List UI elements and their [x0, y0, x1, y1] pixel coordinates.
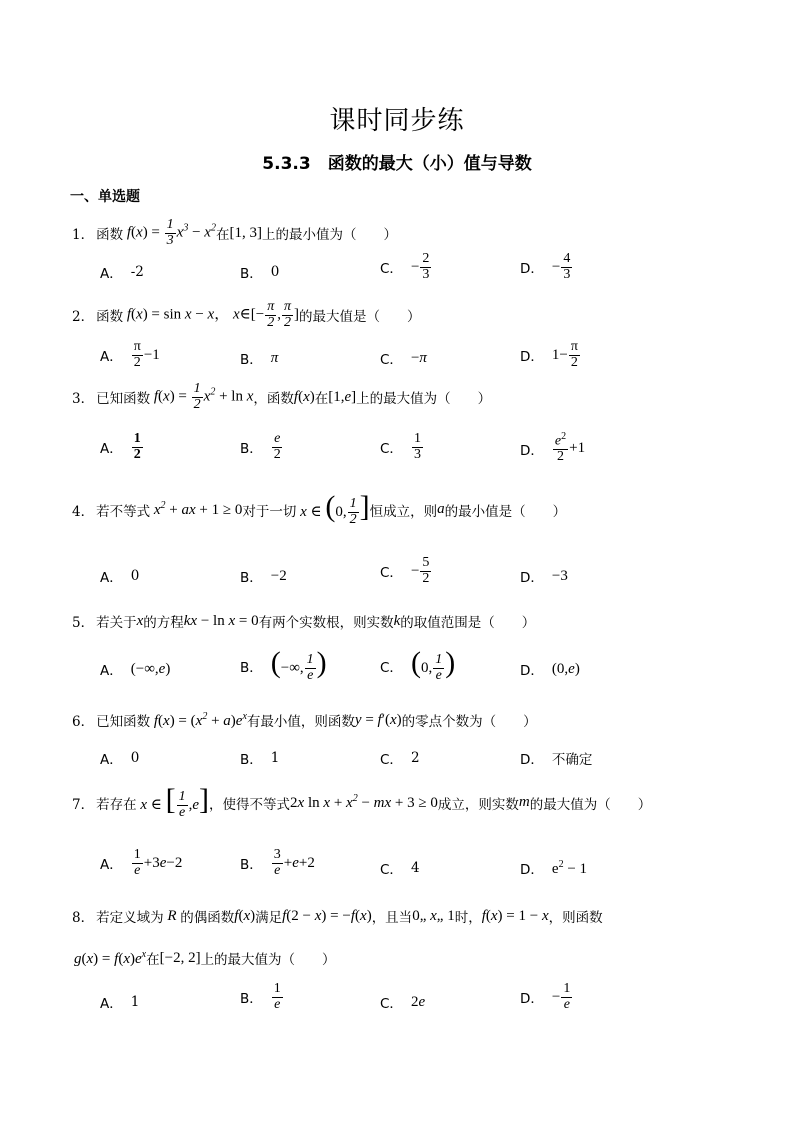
- formula: f(x) = 1 − x: [481, 907, 549, 924]
- question-8-stem-line-2: $g(x) = f(x)e^x$ 在 [−2, 2] 上的最大值为（ ）: [74, 948, 336, 968]
- question-3-stem: 3． 已知函数 f(x) = $\frac{1}{2}$ $x^2 + \ln x$ ，函数 f(x) 在 [1,e] 上的最大值为（ ）: [72, 381, 492, 412]
- formula: x ∈ (0, $\frac{1}{2}$ ]: [296, 490, 370, 528]
- formula: f(x) = $\frac{1}{3}$ $x^3 - x^2$: [123, 217, 216, 248]
- q6-option-b[interactable]: B． 1: [240, 750, 280, 768]
- question-6-stem: 6． 已知函数 $f(x) = (x^2 + a)e^x$ 有最小值，则函数 y = f′(x) 的零点个数为（ ）: [72, 710, 537, 730]
- formula: $f(x) = (x^2 + a)e^x$: [150, 710, 247, 729]
- q2-option-d[interactable]: D． 1− $\frac{\pi}{2}$: [520, 339, 578, 370]
- q1-option-d[interactable]: D． − $\frac{4}{3}$: [520, 251, 571, 282]
- question-2-stem: 2． 函数 f(x) = sin x − x， x∈[− $\frac{\pi}{2}$ , $\frac{\pi}{2}$ ] 的最大值是（ ）: [72, 299, 421, 330]
- q4-option-b[interactable]: B． −2: [240, 567, 287, 586]
- q7-option-a[interactable]: A． $\frac{1}{e}$ +3e−2: [100, 847, 183, 878]
- q7-option-c[interactable]: C． 4: [380, 860, 420, 878]
- q7-option-b[interactable]: B． $\frac{3}{e}$ +e+2: [240, 847, 315, 878]
- q3-option-b[interactable]: B． $\frac{e}{2}$: [240, 431, 281, 462]
- question-5-stem: 5． 若关于 x 的方程 kx − ln x = 0 有两个实数根，则实数 k 的取值范围是（ ）: [72, 612, 536, 631]
- page-subtitle: 5.3.3 函数的最大（小）值与导数: [262, 154, 532, 174]
- q6-option-c[interactable]: C． 2: [380, 750, 420, 768]
- formula: 0„ x„ 1: [412, 907, 455, 924]
- q6-option-d[interactable]: D． 不确定: [520, 752, 593, 768]
- q8-option-b[interactable]: B． $\frac{1}{e}$: [240, 981, 281, 1012]
- q4-option-c[interactable]: C． − $\frac{5}{2}$: [380, 555, 430, 586]
- q8-option-a[interactable]: A． 1: [100, 994, 140, 1012]
- formula: f(x) = $\frac{1}{2}$ $x^2 + \ln x$: [150, 381, 254, 412]
- formula: 2x $\ln x + x^2$ − mx + 3 ≥ 0: [290, 793, 438, 812]
- formula: f(x): [293, 388, 315, 405]
- q4-option-a[interactable]: A． 0: [100, 568, 140, 586]
- q1-option-c[interactable]: C． − $\frac{2}{3}$: [380, 251, 430, 282]
- question-7-stem: 7． 若存在 x ∈ [ $\frac{1}{e}$ ,e] ，使得不等式 2x $\ln x + x^2$ − mx + 3 ≥ 0 成立，则实数 m 的最大值为（ ）: [72, 783, 652, 821]
- section-heading: 一、单选题: [70, 189, 140, 205]
- formula: $g(x) = f(x)e^x$: [74, 948, 147, 967]
- q1-option-b[interactable]: B． 0: [240, 264, 280, 282]
- q8-option-c[interactable]: C． 2e: [380, 993, 426, 1012]
- q7-option-d[interactable]: D． $e^2 - 1$: [520, 858, 588, 878]
- q5-option-c[interactable]: C． (0, $\frac{1}{e}$ ): [380, 646, 456, 684]
- formula: $x^2$ + ax + 1 ≥ 0: [150, 500, 243, 519]
- q2-option-b[interactable]: B． π: [240, 349, 279, 368]
- question-4-stem: 4． 若不等式 $x^2$ + ax + 1 ≥ 0 对于一切 x ∈ (0, $\frac{1}{2}$ ] 恒成立，则 a 的最小值是（ ）: [72, 490, 567, 528]
- q3-option-d[interactable]: D． $\frac{e^2}{2}$ +1: [520, 431, 586, 465]
- formula: f(2 − x) = −f(x): [282, 907, 372, 924]
- q5-option-a[interactable]: A． (−∞,e): [100, 660, 171, 679]
- formula: x ∈ [ $\frac{1}{e}$ ,e]: [136, 783, 210, 821]
- question-1-stem: 1． 函数 f(x) = $\frac{1}{3}$ $x^3 - x^2$ 在 [1, 3] 上的最小值为（ ）: [72, 217, 397, 248]
- q5-option-b[interactable]: B． (−∞, $\frac{1}{e}$ ): [240, 646, 327, 684]
- formula: kx − ln x = 0: [183, 612, 259, 629]
- q4-option-d[interactable]: D． −3: [520, 567, 568, 586]
- q6-option-a[interactable]: A． 0: [100, 750, 140, 768]
- formula: f(x) = sin x − x， x∈[− $\frac{\pi}{2}$ , $\frac{\pi}{2}$ ]: [123, 299, 299, 330]
- q2-option-c[interactable]: C． − π: [380, 349, 427, 368]
- q3-option-a[interactable]: A． $\frac{1}{2}$: [100, 431, 141, 462]
- q5-option-d[interactable]: D． (0,e): [520, 660, 580, 679]
- formula: [1,e]: [328, 388, 357, 405]
- q3-option-c[interactable]: C． $\frac{1}{3}$: [380, 431, 421, 462]
- q1-option-a[interactable]: A． -2: [100, 264, 144, 282]
- question-8-stem-line-1: 8． 若定义域为 R 的偶函数 f(x) 满足 f(2 − x) = −f(x) ，且当 0„ x„ 1 时， f(x) = 1 − x ，则函数: [72, 907, 603, 926]
- q8-option-d[interactable]: D． − $\frac{1}{e}$: [520, 981, 571, 1012]
- q2-option-a[interactable]: A． $\frac{\pi}{2}$ −1: [100, 339, 160, 370]
- page-title: 课时同步练: [329, 106, 465, 136]
- formula: y = f′(x): [354, 711, 402, 728]
- formula: [1, 3]: [229, 224, 262, 241]
